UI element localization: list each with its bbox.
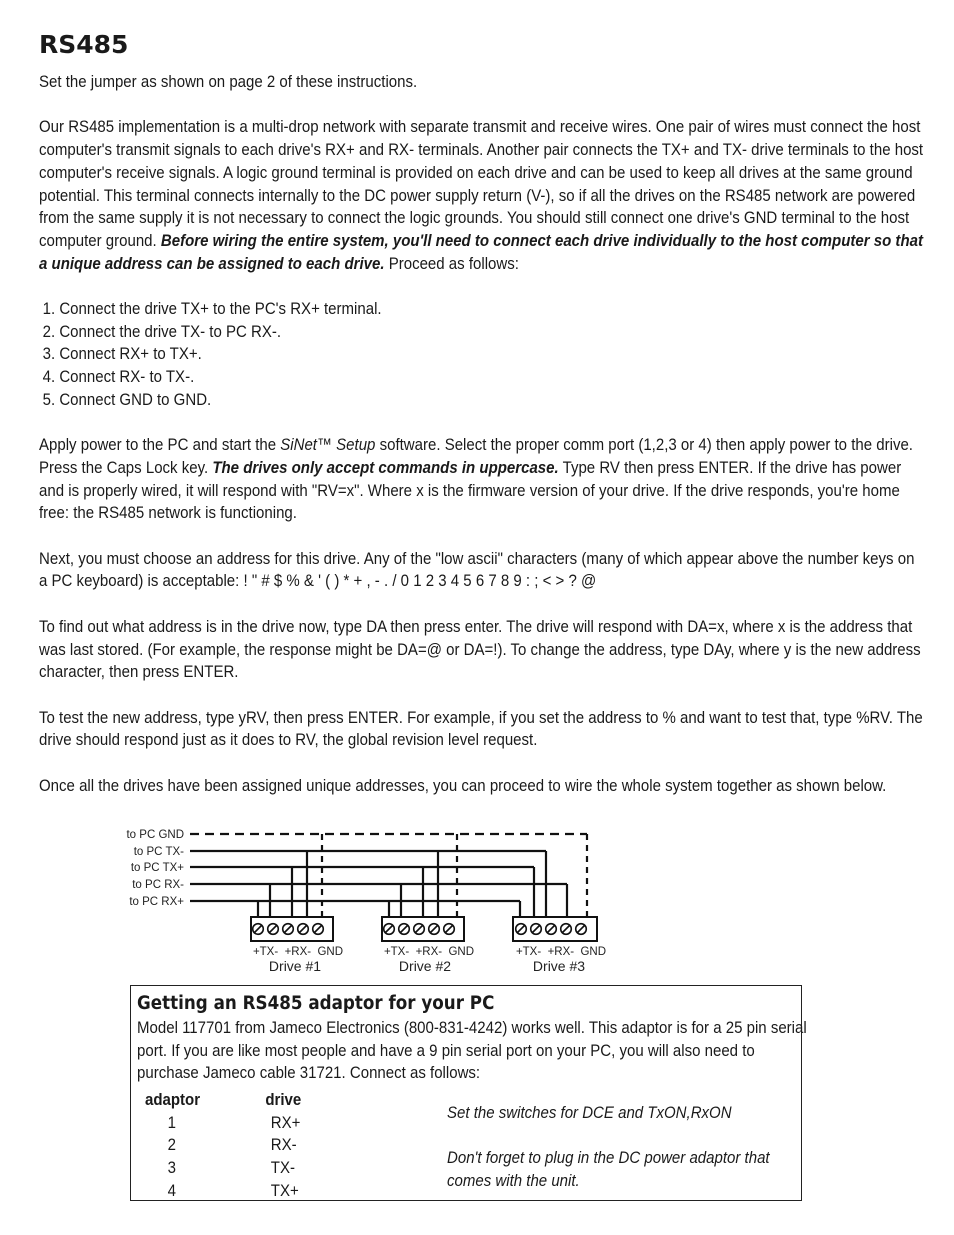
body-text (39, 71, 924, 797)
adaptor-column-header: adaptor (145, 1090, 201, 1109)
list-item: 2. Connect the drive TX- to PC RX-. (42, 321, 282, 341)
drive2-label: Drive #2 (398, 958, 452, 974)
list-item: 3. Connect RX+ to TX+. (42, 344, 202, 364)
adaptor-notes (447, 1102, 791, 1193)
wiring-warning: Before wiring the entire system, you'll need to connect each drive individually to the host computer so that a unique address can be assigned to each drive. (39, 230, 923, 273)
table-row (145, 1134, 329, 1157)
document-page (39, 28, 924, 820)
wire-label-tx-plus: to PC TX+ (130, 862, 184, 874)
table-row (145, 1112, 329, 1135)
switch-note: Set the switches for DCE and TxON,RxON (447, 1103, 732, 1122)
table-header-row (145, 1089, 329, 1112)
power-paragraph (39, 434, 924, 525)
list-item: 1. Connect the drive TX+ to the PC's RX+ terminal. (42, 299, 382, 318)
adaptor-pin: 2 (167, 1135, 176, 1155)
intro-paragraph: Set the jumper as shown on page 2 of these instructions. (39, 72, 418, 91)
address-choice-paragraph: Next, you must choose an address for this drive. Any of the "low ascii" characters (many of which appear above the number keys on a PC keyboard) is acceptable: ! " # $ % & ' ( ) * + , - . / 0 1 2 3 4 5 6 7 8 9 : ; < > ? @ (39, 548, 915, 591)
drive1-terminal-block (251, 917, 333, 941)
drive-pin: RX+ (270, 1112, 301, 1132)
wire-label-gnd: to PC GND (126, 829, 184, 841)
pin-mapping-table (145, 1089, 329, 1202)
implementation-text: Our RS485 implementation is a multi-drop network with separate transmit and receive wires. One pair of wires must connect the host computer's transmit signals to each drive's RX+ and RX- terminals. Another pair connects the TX+ and TX- drive terminals to the host computer's receive signals. A logic ground terminal is provided on each drive and can be used to keep all drives at the same ground potential. This terminal connects internally to the DC power supply return (V-), so if all the drives on the RS485 network are powered from the same supply it is not necessary to connect the logic grounds. You should still connect one drive's GND terminal to the host computer ground. (39, 117, 924, 250)
table-row (145, 1180, 329, 1203)
power-text-a: Apply power to the PC and start the (39, 435, 281, 455)
proceed-text: Proceed as follows: (384, 253, 519, 273)
list-item: 5. Connect GND to GND. (42, 389, 212, 409)
adaptor-heading: Getting an RS485 adaptor for your PC (137, 993, 495, 1014)
drive1-terminal-label: +TX- +RX- GND (252, 946, 344, 958)
uppercase-warning: The drives only accept commands in uppercase. (212, 457, 559, 477)
drive3-terminal-label: +TX- +RX- GND (515, 946, 607, 958)
steps-list (39, 298, 924, 412)
table-row (145, 1157, 329, 1180)
drive3-terminal-block (513, 917, 597, 941)
page-title: RS485 (39, 30, 129, 59)
drive-pin: RX- (270, 1135, 297, 1155)
adaptor-pin: 1 (167, 1112, 176, 1132)
power-adaptor-note: Don't forget to plug in the DC power adaptor that comes with the unit. (447, 1148, 770, 1191)
wire-label-rx-plus: to PC RX+ (129, 896, 184, 908)
drive1-label: Drive #1 (268, 958, 322, 974)
software-name: SiNet™ Setup (280, 435, 376, 455)
adaptor-description: Model 117701 from Jameco Electronics (800-831-4242) works well. This adaptor is for a 25 pin serial port. If you are like most people and have a 9 pin serial port on your PC, you will also need to purchase Jameco cable 31721. Connect as follows: (137, 1018, 807, 1083)
drive3-leads (520, 851, 567, 917)
drive2-leads (389, 851, 438, 917)
adaptor-pin: 4 (167, 1180, 176, 1200)
drive-column-header: drive (265, 1090, 302, 1109)
power-text-c: Type RV then press ENTER. If the drive has power and is properly wired, it will respond with "RV=x". Where x is the firmware version of your drive. If the drive responds, you're home free: the RS485 network is functioning. (39, 457, 902, 523)
list-item: 4. Connect RX- to TX-. (42, 367, 195, 387)
power-text-b: software. Select the proper comm port (1,2,3 or 4) then apply power to the drive. Press the Caps Lock key. (39, 435, 913, 477)
wire-label-rx-minus: to PC RX- (132, 879, 184, 891)
drive2-terminal-block (382, 917, 464, 941)
drive2-terminal-label: +TX- +RX- GND (383, 946, 475, 958)
address-find-paragraph: To find out what address is in the drive now, type DA then press enter. The drive will respond with DA=x, where x is the address that was last stored. (For example, the response might be DA=@ or DA=!). To change the address, type DAy, where y is the new address character, then press ENTER. (39, 616, 921, 682)
adaptor-pin: 3 (167, 1158, 176, 1178)
drive1-leads (258, 851, 307, 917)
wire-label-tx-minus: to PC TX- (133, 846, 184, 858)
wire-system-paragraph: Once all the drives have been assigned unique addresses, you can proceed to wire the whole system together as shown below. (39, 775, 887, 795)
address-test-paragraph: To test the new address, type yRV, then press ENTER. For example, if you set the address to % and want to test that, type %RV. The drive should respond just as it does to RV, the global revision level request. (39, 707, 923, 750)
drive-pin: TX- (270, 1158, 295, 1178)
implementation-paragraph (39, 116, 924, 275)
drive-pin: TX+ (270, 1180, 299, 1200)
adaptor-info-box (130, 985, 807, 1201)
drive3-label: Drive #3 (532, 958, 586, 974)
